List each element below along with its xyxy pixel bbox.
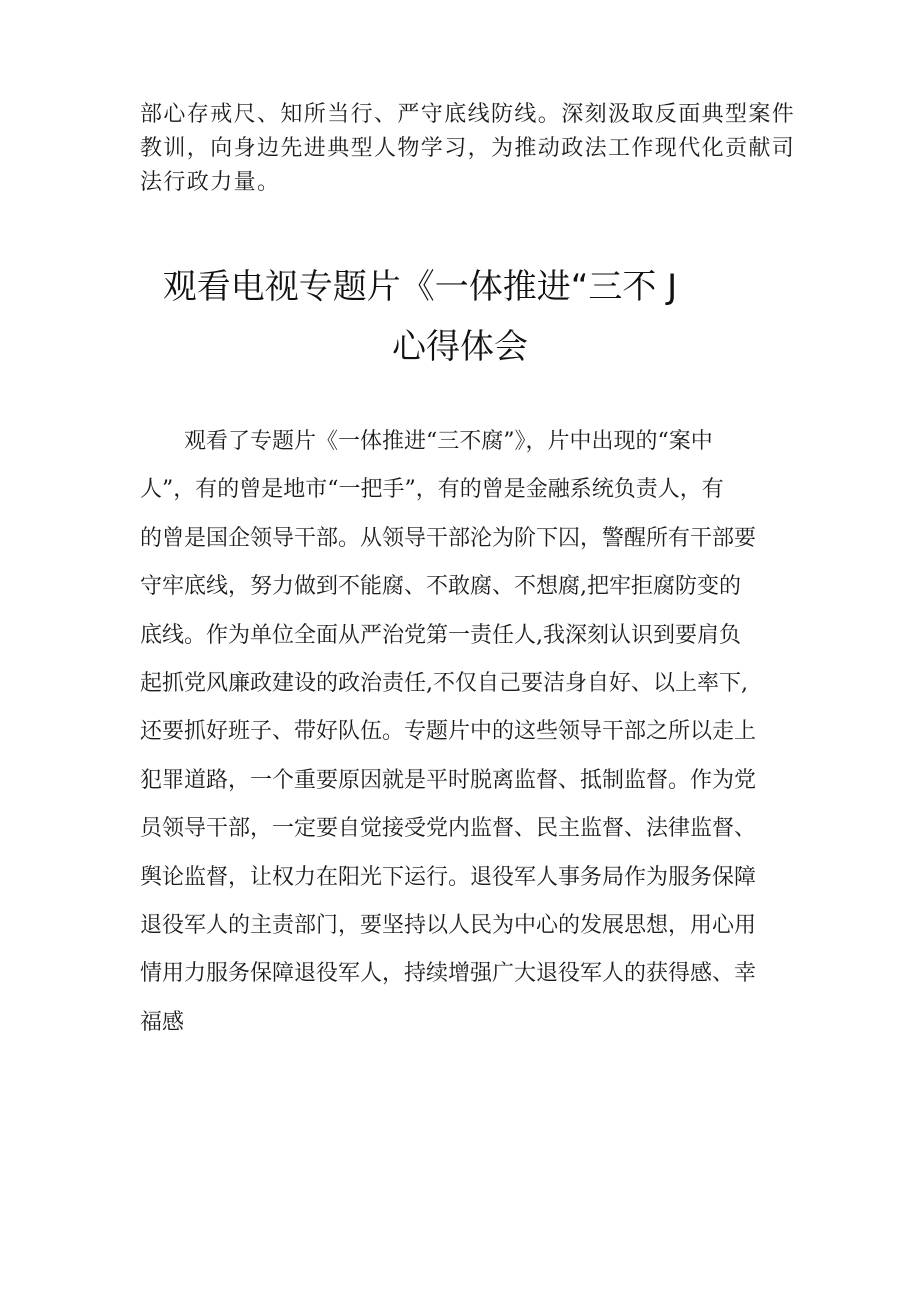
article-title-line-2: 心得体会 xyxy=(392,327,528,367)
paragraph-line: 犯罪道路，一个重要原因就是平时脱离监督、抵制监督。作为党 xyxy=(140,767,757,793)
paragraph-line: 的曾是国企领导干部。从领导干部沦为阶下囚，警醒所有干部要 xyxy=(140,525,757,551)
paragraph-line: 观看了专题片《一体推进“三不腐”》，片中出现的“案中 xyxy=(184,429,713,454)
paragraph-line: 舆论监督，让权力在阳光下运行。退役军人事务局作为服务保障 xyxy=(140,864,757,890)
paragraph-line: 守牢底线，努力做到不能腐、不敢腐、不想腐,把牢拒腐防变的 xyxy=(140,574,741,600)
article-title-line-1: 观看电视专题片《一体推进“三不 J xyxy=(162,267,678,307)
intro-line: 法行政力量。 xyxy=(140,170,281,195)
intro-paragraph xyxy=(140,98,796,200)
paragraph-line: 人”，有的曾是地市“一把手”，有的曾是金融系统负责人，有 xyxy=(140,477,724,503)
paragraph-line: 底线。作为单位全面从严治党第一责任人,我深刻认识到要肩负 xyxy=(140,622,741,648)
article-paragraph xyxy=(140,418,800,1047)
intro-line: 教训，向身边先进典型人物学习，为推动政法工作现代化贡献司 xyxy=(140,136,796,161)
paragraph-line: 还要抓好班子、带好队伍。专题片中的这些领导干部之所以走上 xyxy=(140,719,757,745)
paragraph-line: 起抓党风廉政建设的政治责任,不仅自己要洁身自好、以上率下, xyxy=(140,670,748,696)
paragraph-line: 情用力服务保障退役军人，持续增强广大退役军人的获得感、幸 xyxy=(140,961,757,987)
paragraph-line: 福感 xyxy=(140,1009,185,1035)
intro-line: 部心存戒尺、知所当行、严守底线防线。深刻汲取反面典型案件 xyxy=(140,102,796,127)
paragraph-line: 员领导干部，一定要自觉接受党内监督、民主监督、法律监督、 xyxy=(140,816,757,842)
paragraph-line: 退役军人的主责部门，要坚持以人民为中心的发展思想，用心用 xyxy=(140,912,757,938)
